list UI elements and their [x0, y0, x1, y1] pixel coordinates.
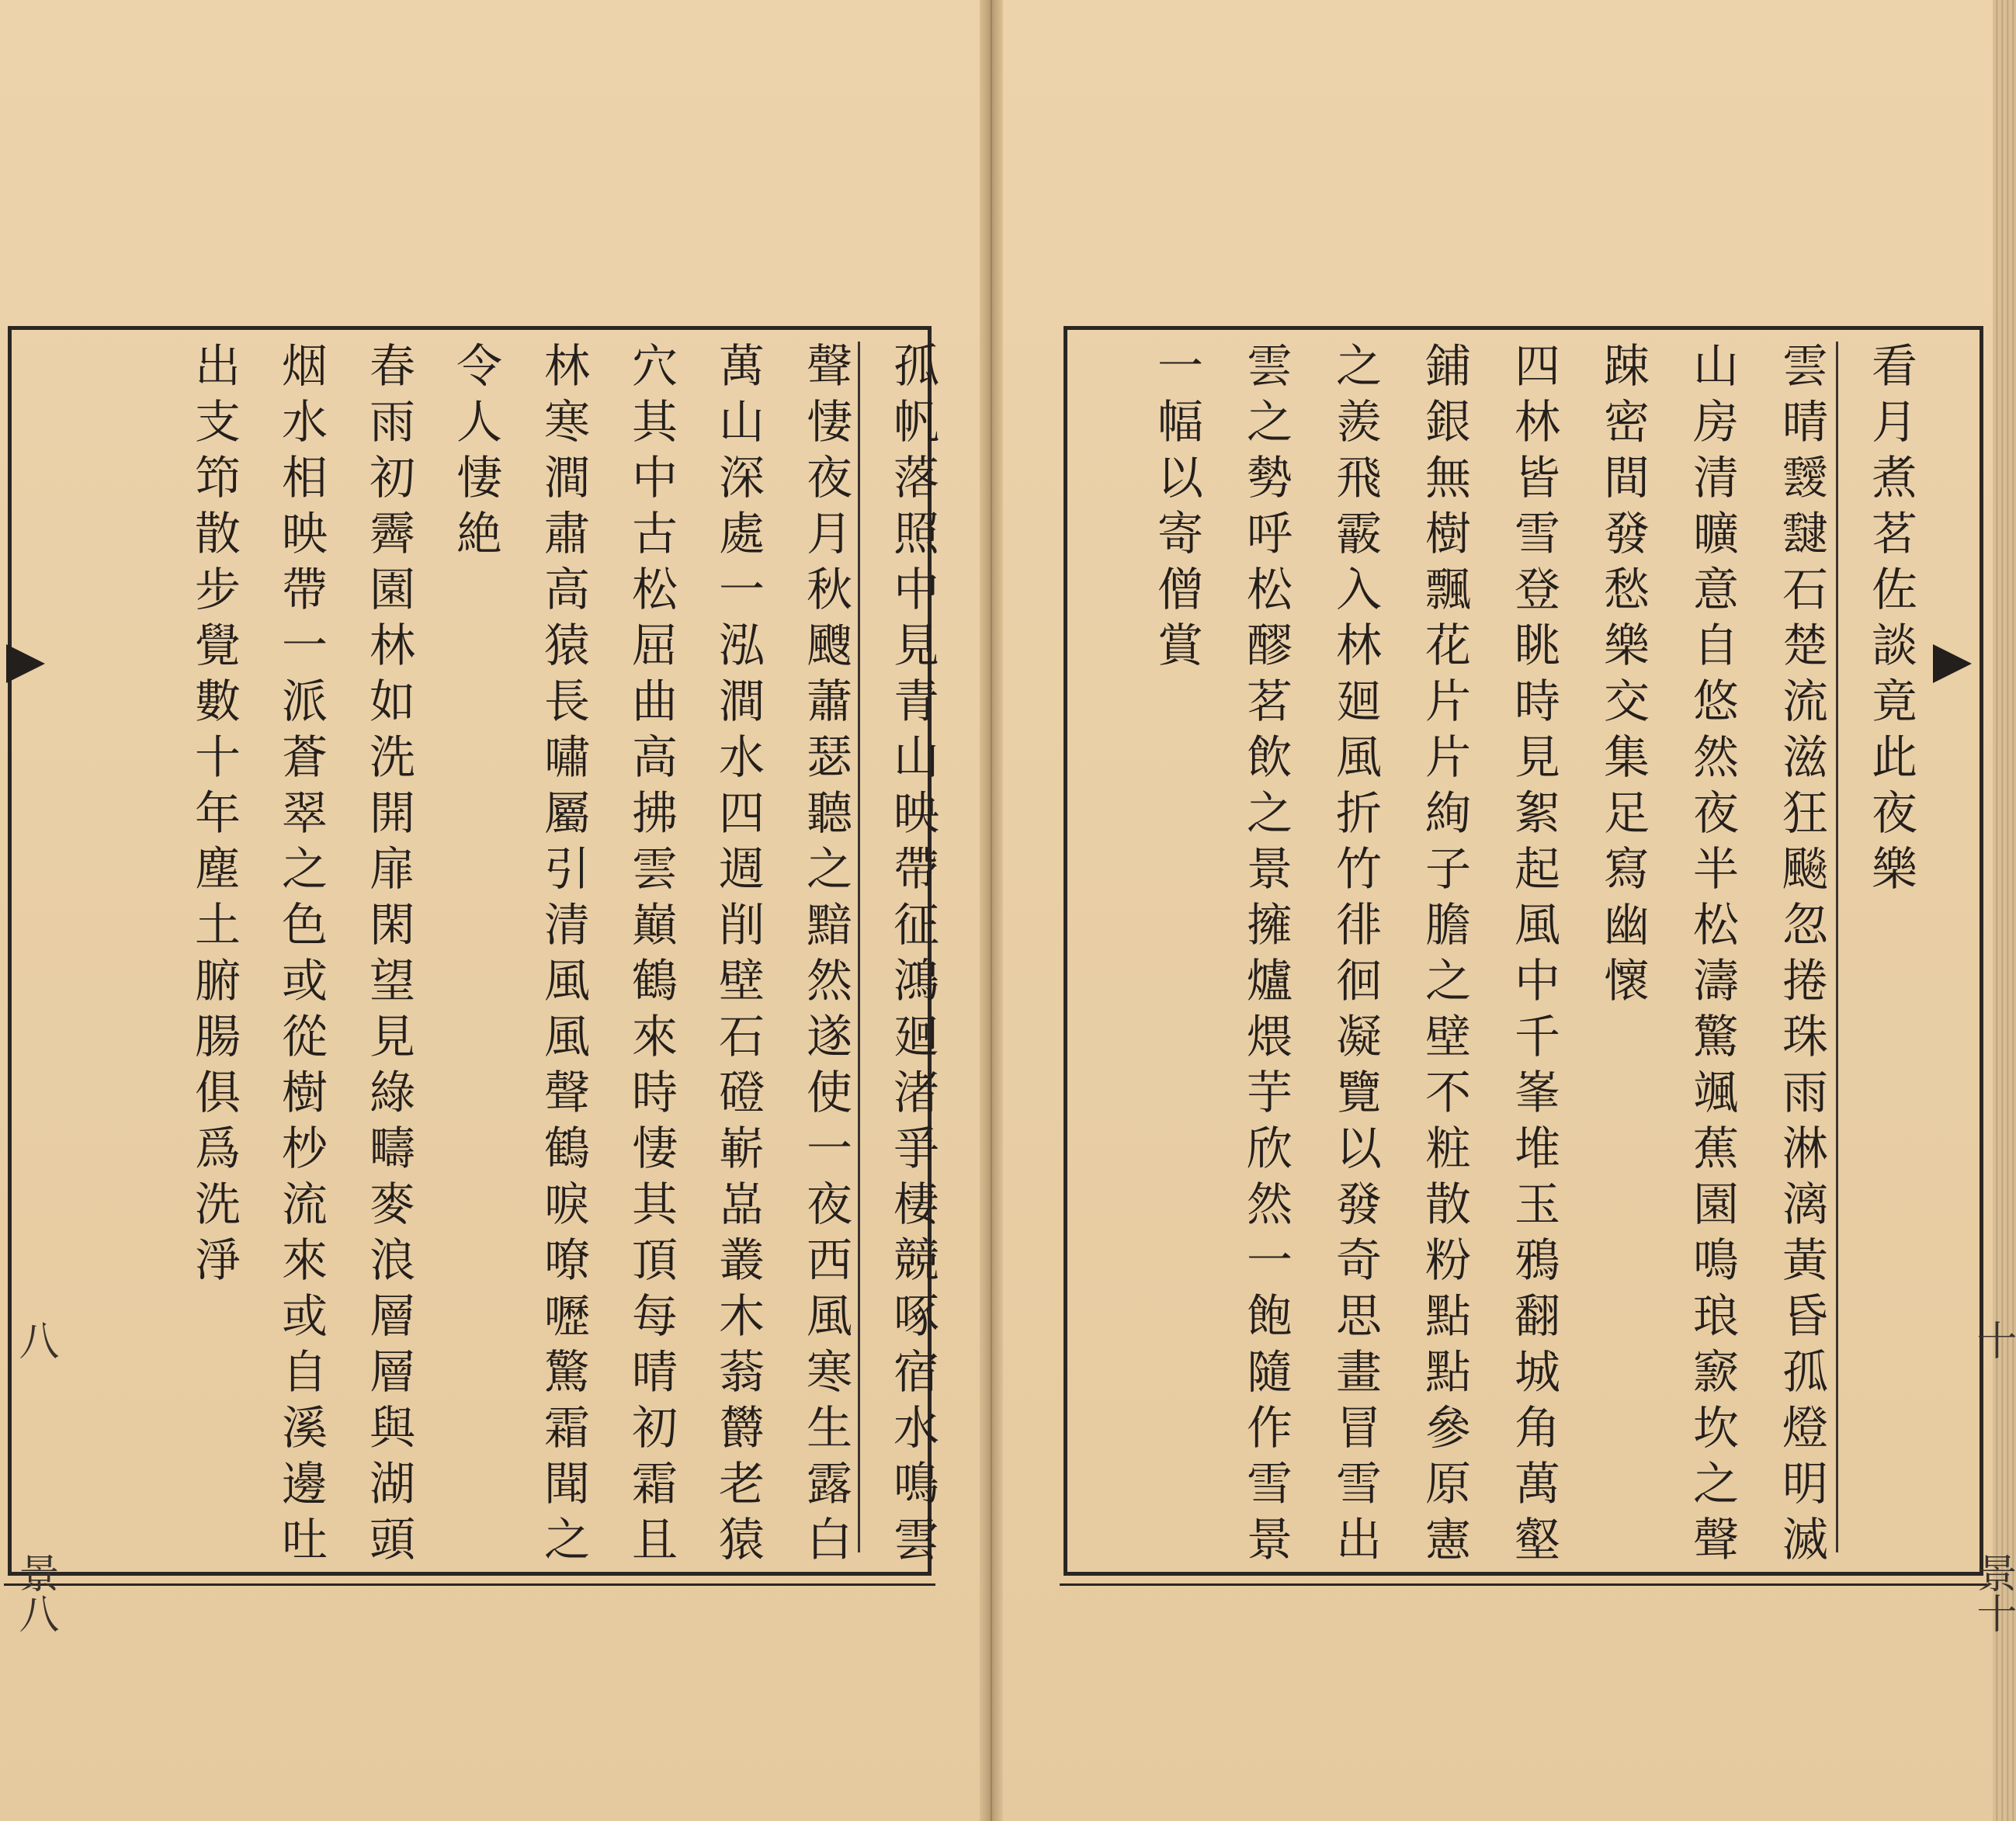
- right-text-column: 雲晴靉靆石楚流滋狂飈忽捲珠雨淋漓黃昏孤燈明滅: [1775, 342, 1828, 1571]
- book-gutter: [980, 0, 1003, 1821]
- left-text-column: 穴其中古松屈曲高拂雲巔鶴來時悽其頂每晴初霜且: [624, 342, 678, 1571]
- right-folio-title: 景十: [1969, 1552, 2016, 1633]
- column-rule: [1836, 342, 1838, 1552]
- left-folio-title: 景八: [12, 1552, 58, 1633]
- right-text-column: 雲之勢呼松醪茗飲之景擁爐煨芋欣然一飽隨作雪景: [1239, 342, 1293, 1571]
- left-text-column: 出支笻散步覺數十年塵土腑腸俱爲洗淨: [187, 342, 241, 1292]
- left-folio-number: 八: [12, 1320, 58, 1360]
- fishtail-mark-icon: [1933, 644, 1972, 683]
- right-text-column: 一幅以寄僧賞: [1150, 342, 1203, 677]
- left-text-column: 林寒澗肅高猿長嘯屬引清風風聲鶴唳嘹嚦驚霜聞之: [536, 342, 590, 1571]
- right-text-column: 山房清曠意自悠然夜半松濤驚颯蕉園鳴琅窾坎之聲: [1685, 342, 1739, 1571]
- right-text-column: 四林皆雪登眺時見絮起風中千峯堆玉鴉翻城角萬壑: [1507, 342, 1560, 1571]
- right-text-column: 之羨飛霰入林廻風折竹徘徊凝覽以發奇思畫冒雪出: [1328, 342, 1382, 1571]
- fishtail-mark-icon: [6, 644, 45, 683]
- right-text-column: 鋪銀無樹飄花片片絢子膽之壁不粧散粉點點參原憲: [1417, 342, 1471, 1571]
- left-text-column: 萬山深處一泓澗水四週削壁石磴嶄嵓叢木蓊欝老猿: [711, 342, 765, 1571]
- column-rule: [858, 342, 860, 1552]
- page-stack-edge: [1993, 0, 2016, 1821]
- left-text-column: 春雨初霽園林如洗開扉閑望見綠疇麥浪層層與湖頭: [362, 342, 415, 1571]
- right-text-column: 踈密間發愁樂交集足寫幽懷: [1596, 342, 1650, 1012]
- right-folio-number: 十: [1969, 1320, 2016, 1360]
- left-text-column: 聲悽夜月秋颼蕭瑟聽之黯然遂使一夜西風寒生露白: [799, 342, 852, 1571]
- left-text-column: 烟水相映帶一派蒼翠之色或從樹杪流來或自溪邊吐: [274, 342, 328, 1571]
- right-text-column: 看月煮茗佐談竟此夜樂: [1864, 342, 1917, 900]
- left-text-column: 令人悽絶: [449, 342, 502, 565]
- left-text-column: 孤帆落照中見青山映帶征鴻廻渚爭棲競啄宿水鳴雲: [886, 342, 939, 1571]
